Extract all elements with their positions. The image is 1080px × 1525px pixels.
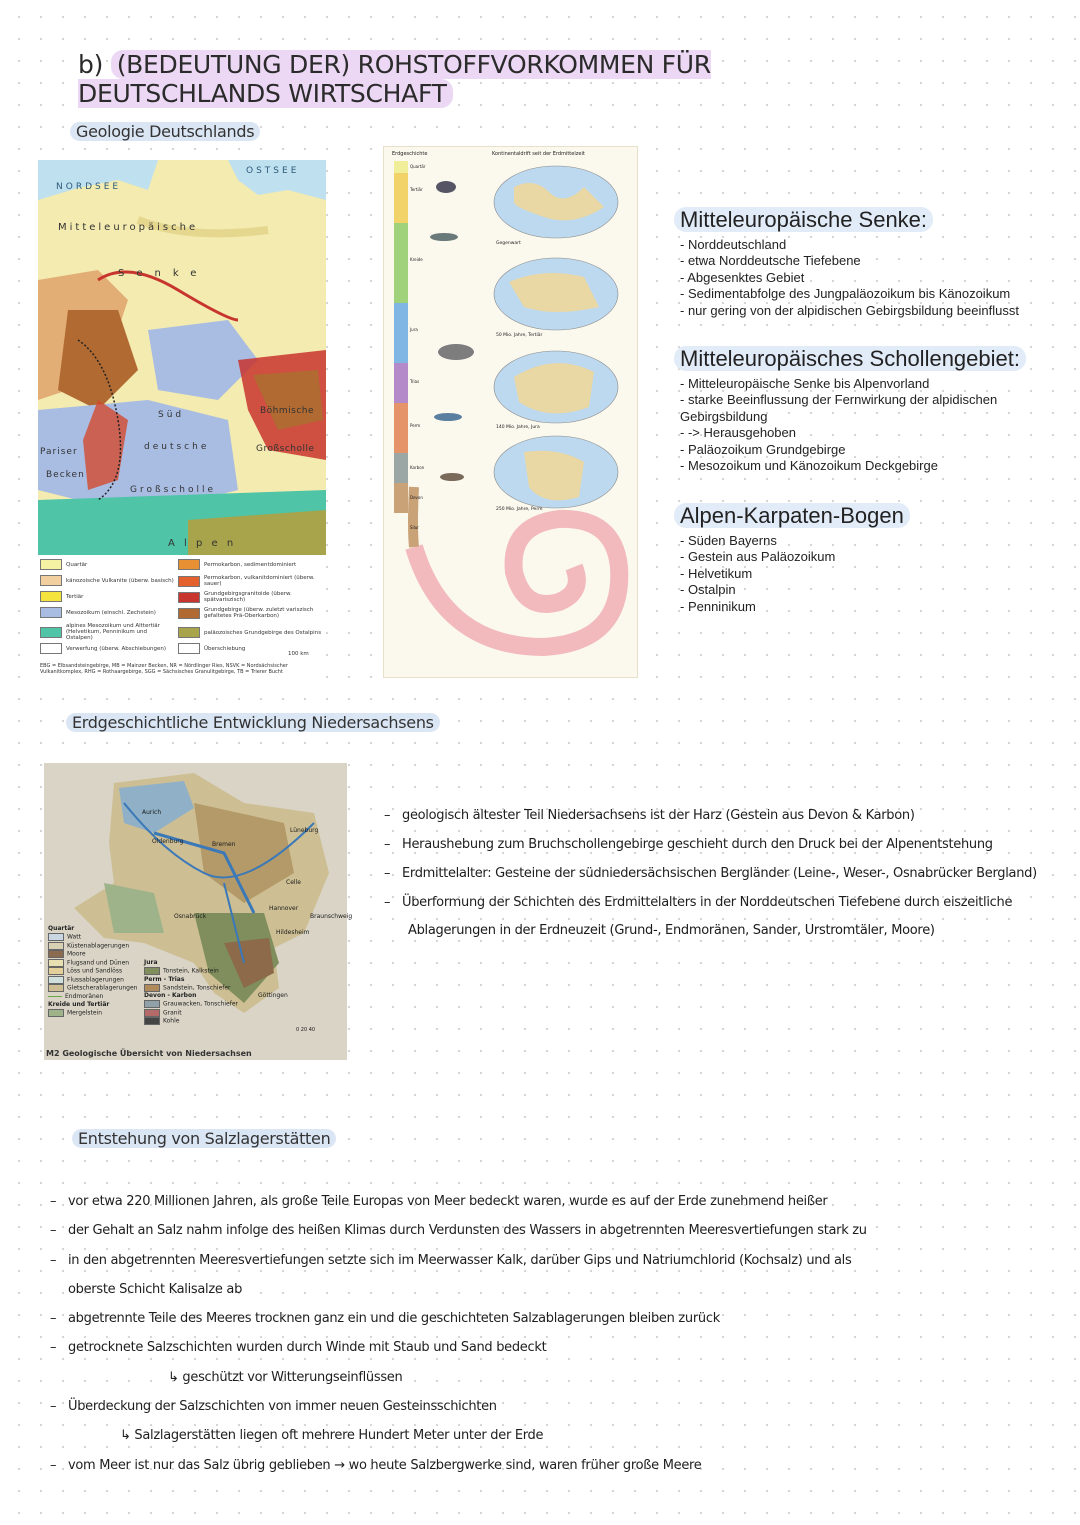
label-pariser: Pariser xyxy=(40,447,78,457)
legend-item: paläozoisches Grundgebirge des Ostalpins xyxy=(178,627,321,638)
block-schollen xyxy=(674,346,1064,474)
title-prefix: b) xyxy=(78,50,104,79)
city-label: Celle xyxy=(286,879,301,886)
label-sued: Süd xyxy=(158,410,185,420)
list-item: - -> Herausgehoben xyxy=(680,425,796,441)
nds-legend-left: Quartär Watt Küstenablagerungen Moore Flugsand und Dünen Löss und Sandlöss Flussablagerungen Gletscherablagerungen Endmoränen Kreide und Tertiär Mergelstein xyxy=(48,925,138,1016)
list-item: - nur gering von der alpidischen Gebirgsbildung beeinflusst xyxy=(680,302,1019,318)
globe-label: 50 Mio. Jahre, Tertiär xyxy=(496,333,543,338)
legend-swatch xyxy=(40,591,62,602)
list-item: - etwa Norddeutsche Tiefebene xyxy=(680,253,861,269)
legend-swatch xyxy=(178,559,200,570)
germany-geology-map xyxy=(38,160,326,555)
salt-notes xyxy=(48,1187,1048,1480)
earth-history-figure xyxy=(383,146,638,678)
list-item: - Sedimentabfolge des Jungpaläozoikum bis Känozoikum xyxy=(680,286,1011,302)
note-subpoint: ↳ Salzlagerstätten liegen oft mehrere Hundert Meter unter der Erde xyxy=(120,1428,544,1444)
section-heading-salz: Entstehung von Salzlagerstätten xyxy=(72,1129,336,1148)
salt-note-list xyxy=(48,1392,1048,1421)
title-text: (BEDEUTUNG DER) ROHSTOFFVORKOMMEN FÜR DEUTSCHLANDS WIRTSCHAFT xyxy=(78,50,711,108)
note-item: – vom Meer ist nur das Salz übrig geblieben → wo heute Salzbergwerke sind, waren früher große Meere xyxy=(48,1451,1048,1480)
map-scale: 100 km xyxy=(288,651,309,657)
list-item: - Mesozoikum und Känozoikum Deckgebirge xyxy=(680,458,938,474)
block-list xyxy=(680,237,1064,319)
section-heading-geologie: Geologie Deutschlands xyxy=(70,122,260,141)
legend-swatch xyxy=(178,592,200,603)
timeline-header-right: Kontinentaldrift seit der Erdmittelzeit xyxy=(492,151,585,157)
block-list xyxy=(680,376,1050,474)
note-item: – Überformung der Schichten des Erdmittelalters in der Norddeutschen Tiefebene durch eiszeitliche xyxy=(382,888,1042,917)
timeline-header-left: Erdgeschichte xyxy=(392,151,428,157)
legend-swatch xyxy=(40,607,62,618)
label-grossscholle-2: Großscholle xyxy=(256,444,315,454)
list-item: - Abgesenktes Gebiet xyxy=(680,269,805,285)
city-label: Oldenburg xyxy=(152,838,184,845)
legend-item: Verwerfung (überw. Abschiebungen) xyxy=(40,643,166,654)
salt-note-list xyxy=(48,1304,1048,1363)
globe-label: 140 Mio. Jahre, Jura xyxy=(496,425,540,430)
city-label: Bremen xyxy=(212,841,236,848)
note-item: – geologisch ältester Teil Niedersachsens ist der Harz (Gestein aus Devon & Karbon) xyxy=(382,801,1042,830)
salt-note-list xyxy=(48,1451,1048,1480)
legend-swatch xyxy=(40,643,62,654)
legend-swatch xyxy=(178,576,200,587)
note-item: – getrocknete Salzschichten wurden durch Winde mit Staub und Sand bedeckt xyxy=(48,1333,1048,1362)
globe-label: 250 Mio. Jahre, Perm xyxy=(496,507,543,512)
list-item: - starke Beeinflussung der Fernwirkung der alpidischen Gebirgsbildung xyxy=(680,392,998,424)
nds-legend-right: Jura Tonstein, Kalkstein Perm - Trias Sandstein, Tonschiefer Devon - Karbon Grauwacken, Tonschiefer Granit Kohle xyxy=(144,959,239,1025)
legend-item: alpines Mesozoikum und Alttertiär (Helvetikum, Penninikum und Ostalpen) xyxy=(40,623,160,641)
city-label: Hannover xyxy=(269,905,299,912)
city-label: Lüneburg xyxy=(290,827,319,834)
block-title: Mitteleuropäische Senke: xyxy=(674,207,933,232)
label-mitteleuropaeische: Mitteleuropäische xyxy=(58,222,199,233)
band-label: Trias xyxy=(410,379,420,384)
label-becken: Becken xyxy=(46,470,85,480)
legend-item: Permokarbon, vulkanitdominiert (überw. sauer) xyxy=(178,575,326,587)
city-label: Osnabrück xyxy=(174,913,207,920)
legend-item: Überschiebung xyxy=(178,643,245,654)
legend-item: känozoische Vulkanite (überw. basisch) xyxy=(40,575,174,586)
list-item: - Süden Bayerns xyxy=(680,533,777,548)
label-alpen: A l p e n xyxy=(168,538,237,549)
label-boehmische: Böhmische xyxy=(260,406,315,416)
note-item: – Erdmittelalter: Gesteine der südniedersächsischen Bergländer (Leine-, Weser-, Osnabrücker Bergland) xyxy=(382,859,1042,888)
note-item: – vor etwa 220 Millionen Jahren, als große Teile Europas von Meer bedeckt waren, wurde es auf der Erde zunehmend heißer xyxy=(48,1187,1048,1216)
band-label: Quartär xyxy=(410,164,426,169)
list-item: - Ostalpin xyxy=(680,582,736,598)
legend-item: Grundgebirgsgranitoide (überw. spätvariszisch) xyxy=(178,591,326,603)
legend-item: Permokarbon, sedimentdominiert xyxy=(178,559,296,570)
legend-swatch xyxy=(178,608,200,619)
legend-swatch xyxy=(178,627,200,638)
band-label: Silur xyxy=(410,525,419,530)
map-footnote: EBG = Elbsandsteingebirge, MB = Mainzer Becken, NR = Nördlinger Ries, NSVK = Nordsächsischer Vulkanitkomplex, RHG = Rothaargebirge, SGG = Sächsisches Granulitgebirge, TB = Trierer Bucht xyxy=(40,663,288,675)
legend-item: Quartär xyxy=(40,559,87,570)
niedersachsen-notes xyxy=(382,801,1042,917)
note-item: – abgetrennte Teile des Meeres trocknen ganz ein und die geschichteten Salzablagerungen bleiben zurück xyxy=(48,1304,1048,1333)
legend-swatch xyxy=(40,559,62,570)
germany-map-legend xyxy=(38,555,326,680)
block-title: Mitteleuropäisches Schollengebiet: xyxy=(674,346,1026,371)
list-item: - Norddeutschland xyxy=(680,237,787,252)
note-item: – Überdeckung der Salzschichten von immer neuen Gesteinsschichten xyxy=(48,1392,1048,1421)
band-label: Perm xyxy=(410,423,421,428)
note-continuation: oberste Schicht Kalisalze ab xyxy=(68,1281,243,1297)
note-continuation: Ablagerungen in der Erdneuzeit (Grund-, Endmoränen, Sander, Urstromtäler, Moore) xyxy=(408,923,935,938)
band-label: Tertiär xyxy=(410,187,423,192)
legend-swatch xyxy=(178,643,200,654)
list-item: - Paläozoikum Grundgebirge xyxy=(680,441,846,457)
legend-item: Tertiär xyxy=(40,591,83,602)
band-label: Kreide xyxy=(410,257,423,262)
section-heading-niedersachsen: Erdgeschichtliche Entwicklung Niedersachsens xyxy=(66,713,440,732)
legend-item: Mesozoikum (einschl. Zechstein) xyxy=(40,607,156,618)
city-label: Aurich xyxy=(142,809,162,816)
niedersachsen-geology-map xyxy=(44,763,353,1060)
band-label: Jura xyxy=(410,327,418,332)
note-subpoint: ↳ geschützt vor Witterungseinflüssen xyxy=(168,1369,403,1385)
list-item: - Gestein aus Paläozoikum xyxy=(680,549,836,565)
list-item: - Mitteleuropäische Senke bis Alpenvorland xyxy=(680,376,930,391)
block-alpen xyxy=(674,503,1064,615)
note-item: – der Gehalt an Salz nahm infolge des heißen Klimas durch Verdunsten des Wassers in abgetrennten Meeresvertiefungen stark zu xyxy=(48,1216,1048,1245)
list-item: - Helvetikum xyxy=(680,565,753,581)
city-label: Göttingen xyxy=(258,992,288,999)
note-item: – Heraushebung zum Bruchschollengebirge geschieht durch den Druck bei der Alpenentstehung xyxy=(382,830,1042,859)
note-item: – in den abgetrennten Meeresvertiefungen setzte sich im Meerwasser Kalk, darüber Gips und Natriumchlorid (Kochsalz) und als xyxy=(48,1246,1048,1275)
city-label: Hildesheim xyxy=(276,929,310,936)
band-label: Karbon xyxy=(410,465,425,470)
band-label: Devon xyxy=(410,495,423,500)
label-ostsee: OSTSEE xyxy=(246,166,300,176)
block-senke xyxy=(674,207,1064,319)
nds-scale: 0 20 40 xyxy=(296,1027,316,1033)
globe-label: Gegenwart xyxy=(496,241,521,246)
block-title: Alpen-Karpaten-Bogen xyxy=(674,503,910,528)
label-senke: Senke xyxy=(118,268,209,279)
page-title xyxy=(78,50,798,108)
salt-note-list xyxy=(48,1187,1048,1275)
label-nordsee: NORDSEE xyxy=(56,182,122,192)
city-label: Braunschweig xyxy=(310,913,353,920)
legend-swatch xyxy=(40,627,62,638)
block-list xyxy=(680,533,1064,615)
legend-swatch xyxy=(40,575,62,586)
list-item: - Penninikum xyxy=(680,598,756,614)
label-deutsche: deutsche xyxy=(144,442,210,452)
label-grossscholle: Großscholle xyxy=(130,485,217,495)
legend-item: Grundgebirge (überw. zuletzt variszisch gefaltetes Prä-Oberkarbon) xyxy=(178,607,318,619)
nds-caption: M2 Geologische Übersicht von Niedersachsen xyxy=(46,1049,252,1058)
